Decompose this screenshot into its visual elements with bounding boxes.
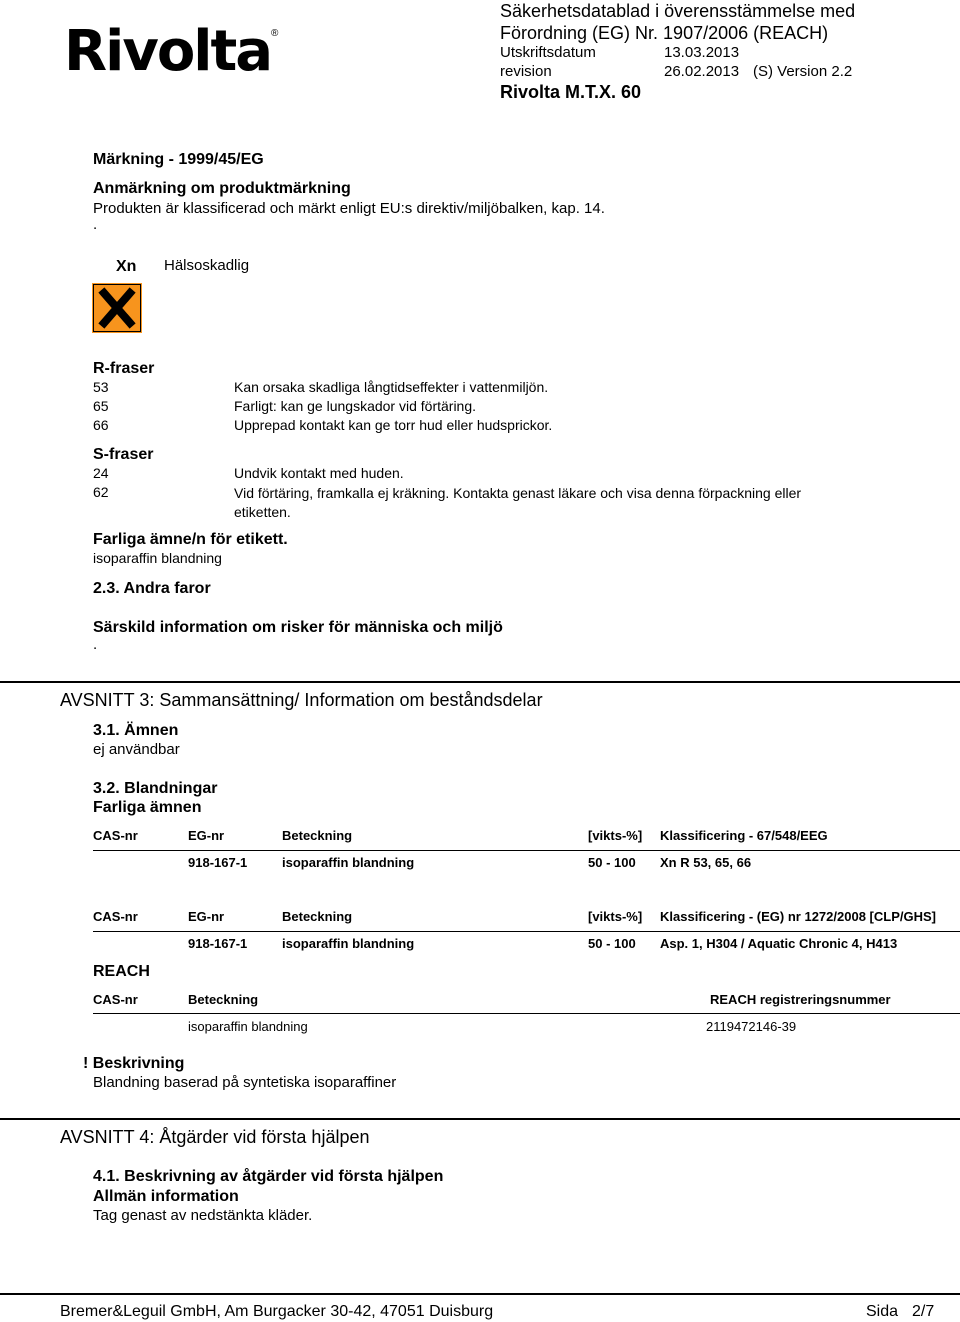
table-header-weight: [vikts-%] [588, 828, 643, 843]
version: (S) Version 2.2 [753, 63, 853, 80]
r-phrase-text: Farligt: kan ge lungskador vid förtäring. [234, 398, 477, 414]
doc-title-line2: Förordning (EG) Nr. 1907/2006 (REACH) [500, 23, 829, 43]
general-info-text: Tag genast av nedstänkta kläder. [93, 1207, 313, 1224]
symbol-code: Xn [116, 258, 137, 275]
table-cell-eg: 918-167-1 [188, 855, 248, 870]
s-phrase-text: Vid förtäring, framkalla ej kräkning. Kontakta genast läkare och visa denna förpackning eller etiketten. [234, 485, 802, 520]
table-header-classification: Klassificering - (EG) nr 1272/2008 [CLP/GHS] [660, 909, 936, 924]
s-phrase-code: 62 [93, 484, 109, 500]
reach-heading: REACH [93, 963, 150, 980]
section3-heading: AVSNITT 3: Sammansättning/ Information om beståndsdelar [60, 690, 543, 710]
r-phrase-code: 65 [93, 398, 109, 414]
revision-label: revision [500, 63, 552, 80]
table-header-cas: CAS-nr [93, 909, 138, 924]
special-info-text: . [93, 636, 98, 653]
footer-page-value: 2/7 [912, 1303, 935, 1320]
table-header-cas: CAS-nr [93, 828, 138, 843]
description-heading: ! Beskrivning [83, 1055, 185, 1072]
table-header-name: Beteckning [282, 909, 353, 924]
footer-divider [0, 1293, 960, 1295]
section4-heading: AVSNITT 4: Åtgärder vid första hjälpen [60, 1127, 370, 1147]
r-phrases-heading: R-fraser [93, 360, 155, 377]
table-cell-classification: Xn R 53, 65, 66 [660, 855, 752, 870]
table-rule [93, 1013, 960, 1014]
section-divider [0, 681, 960, 683]
labelling-heading: Märkning - 1999/45/EG [93, 151, 264, 168]
mixtures-heading: 3.2. Blandningar [93, 780, 218, 797]
s-phrase-code: 24 [93, 465, 109, 481]
table-header-cas: CAS-nr [93, 992, 138, 1007]
table-header-name: Beteckning [282, 828, 353, 843]
special-info-heading: Särskild information om risker för människa och miljö [93, 619, 503, 636]
s-phrases-heading: S-fraser [93, 446, 154, 463]
table-cell-name: isoparaffin blandning [282, 936, 415, 951]
substances-heading: 3.1. Ämnen [93, 722, 179, 739]
logo [64, 19, 279, 84]
other-hazards-heading: 2.3. Andra faror [93, 580, 211, 597]
r-phrase-text: Upprepad kontakt kan ge torr hud eller hudsprickor. [234, 417, 553, 433]
product-name: Rivolta M.T.X. 60 [500, 82, 642, 102]
table-header-name: Beteckning [188, 992, 259, 1007]
table-header-classification: Klassificering - 67/548/EEG [660, 828, 828, 843]
table-header-eg: EG-nr [188, 909, 225, 924]
s-phrase-text: Undvik kontakt med huden. [234, 465, 404, 481]
table-cell-name: isoparaffin blandning [188, 1019, 308, 1034]
harmful-x-icon [92, 283, 142, 333]
remark-dot: . [93, 216, 98, 233]
table-cell-weight: 50 - 100 [588, 855, 636, 870]
r-phrase-code: 53 [93, 379, 109, 395]
print-date-value: 13.03.2013 [664, 44, 740, 61]
substances-text: ej användbar [93, 741, 180, 758]
general-info-heading: Allmän information [93, 1188, 239, 1205]
r-phrase-code: 66 [93, 417, 109, 433]
table-rule [93, 931, 960, 932]
remark-heading: Anmärkning om produktmärkning [93, 180, 351, 197]
table-header-eg: EG-nr [188, 828, 225, 843]
footer-page-label: Sida [866, 1303, 899, 1320]
table-header-weight: [vikts-%] [588, 909, 643, 924]
r-phrase-text: Kan orsaka skadliga långtidseffekter i vattenmiljön. [234, 379, 549, 395]
logo-text: Rivolta [64, 19, 272, 84]
table-cell-weight: 50 - 100 [588, 936, 636, 951]
symbol-text: Hälsoskadlig [164, 257, 250, 274]
registered-mark-icon: ® [271, 28, 279, 39]
section-divider [0, 1118, 960, 1120]
remark-text: Produkten är klassificerad och märkt enligt EU:s direktiv/miljöbalken, kap. 14. [93, 200, 605, 217]
table-cell-classification: Asp. 1, H304 / Aquatic Chronic 4, H413 [660, 936, 898, 951]
table-cell-eg: 918-167-1 [188, 936, 248, 951]
footer-company: Bremer&Leguil GmbH, Am Burgacker 30-42, 47051 Duisburg [60, 1303, 494, 1320]
hazardous-label-heading: Farliga ämne/n för etikett. [93, 531, 288, 548]
hazardous-substance: isoparaffin blandning [93, 550, 222, 566]
table-cell-reach-number: 2119472146-39 [706, 1019, 797, 1034]
table-rule [93, 850, 960, 851]
table-header-reach-number: REACH registreringsnummer [710, 992, 891, 1007]
doc-title-line1: Säkerhetsdatablad i överensstämmelse med [500, 1, 856, 21]
description-text: Blandning baserad på syntetiska isoparaffiner [93, 1074, 397, 1091]
first-aid-heading: 4.1. Beskrivning av åtgärder vid första hjälpen [93, 1168, 444, 1185]
hazardous-substances-heading: Farliga ämnen [93, 799, 202, 816]
revision-value: 26.02.2013 [664, 63, 740, 80]
table-cell-name: isoparaffin blandning [282, 855, 415, 870]
print-date-label: Utskriftsdatum [500, 44, 596, 61]
